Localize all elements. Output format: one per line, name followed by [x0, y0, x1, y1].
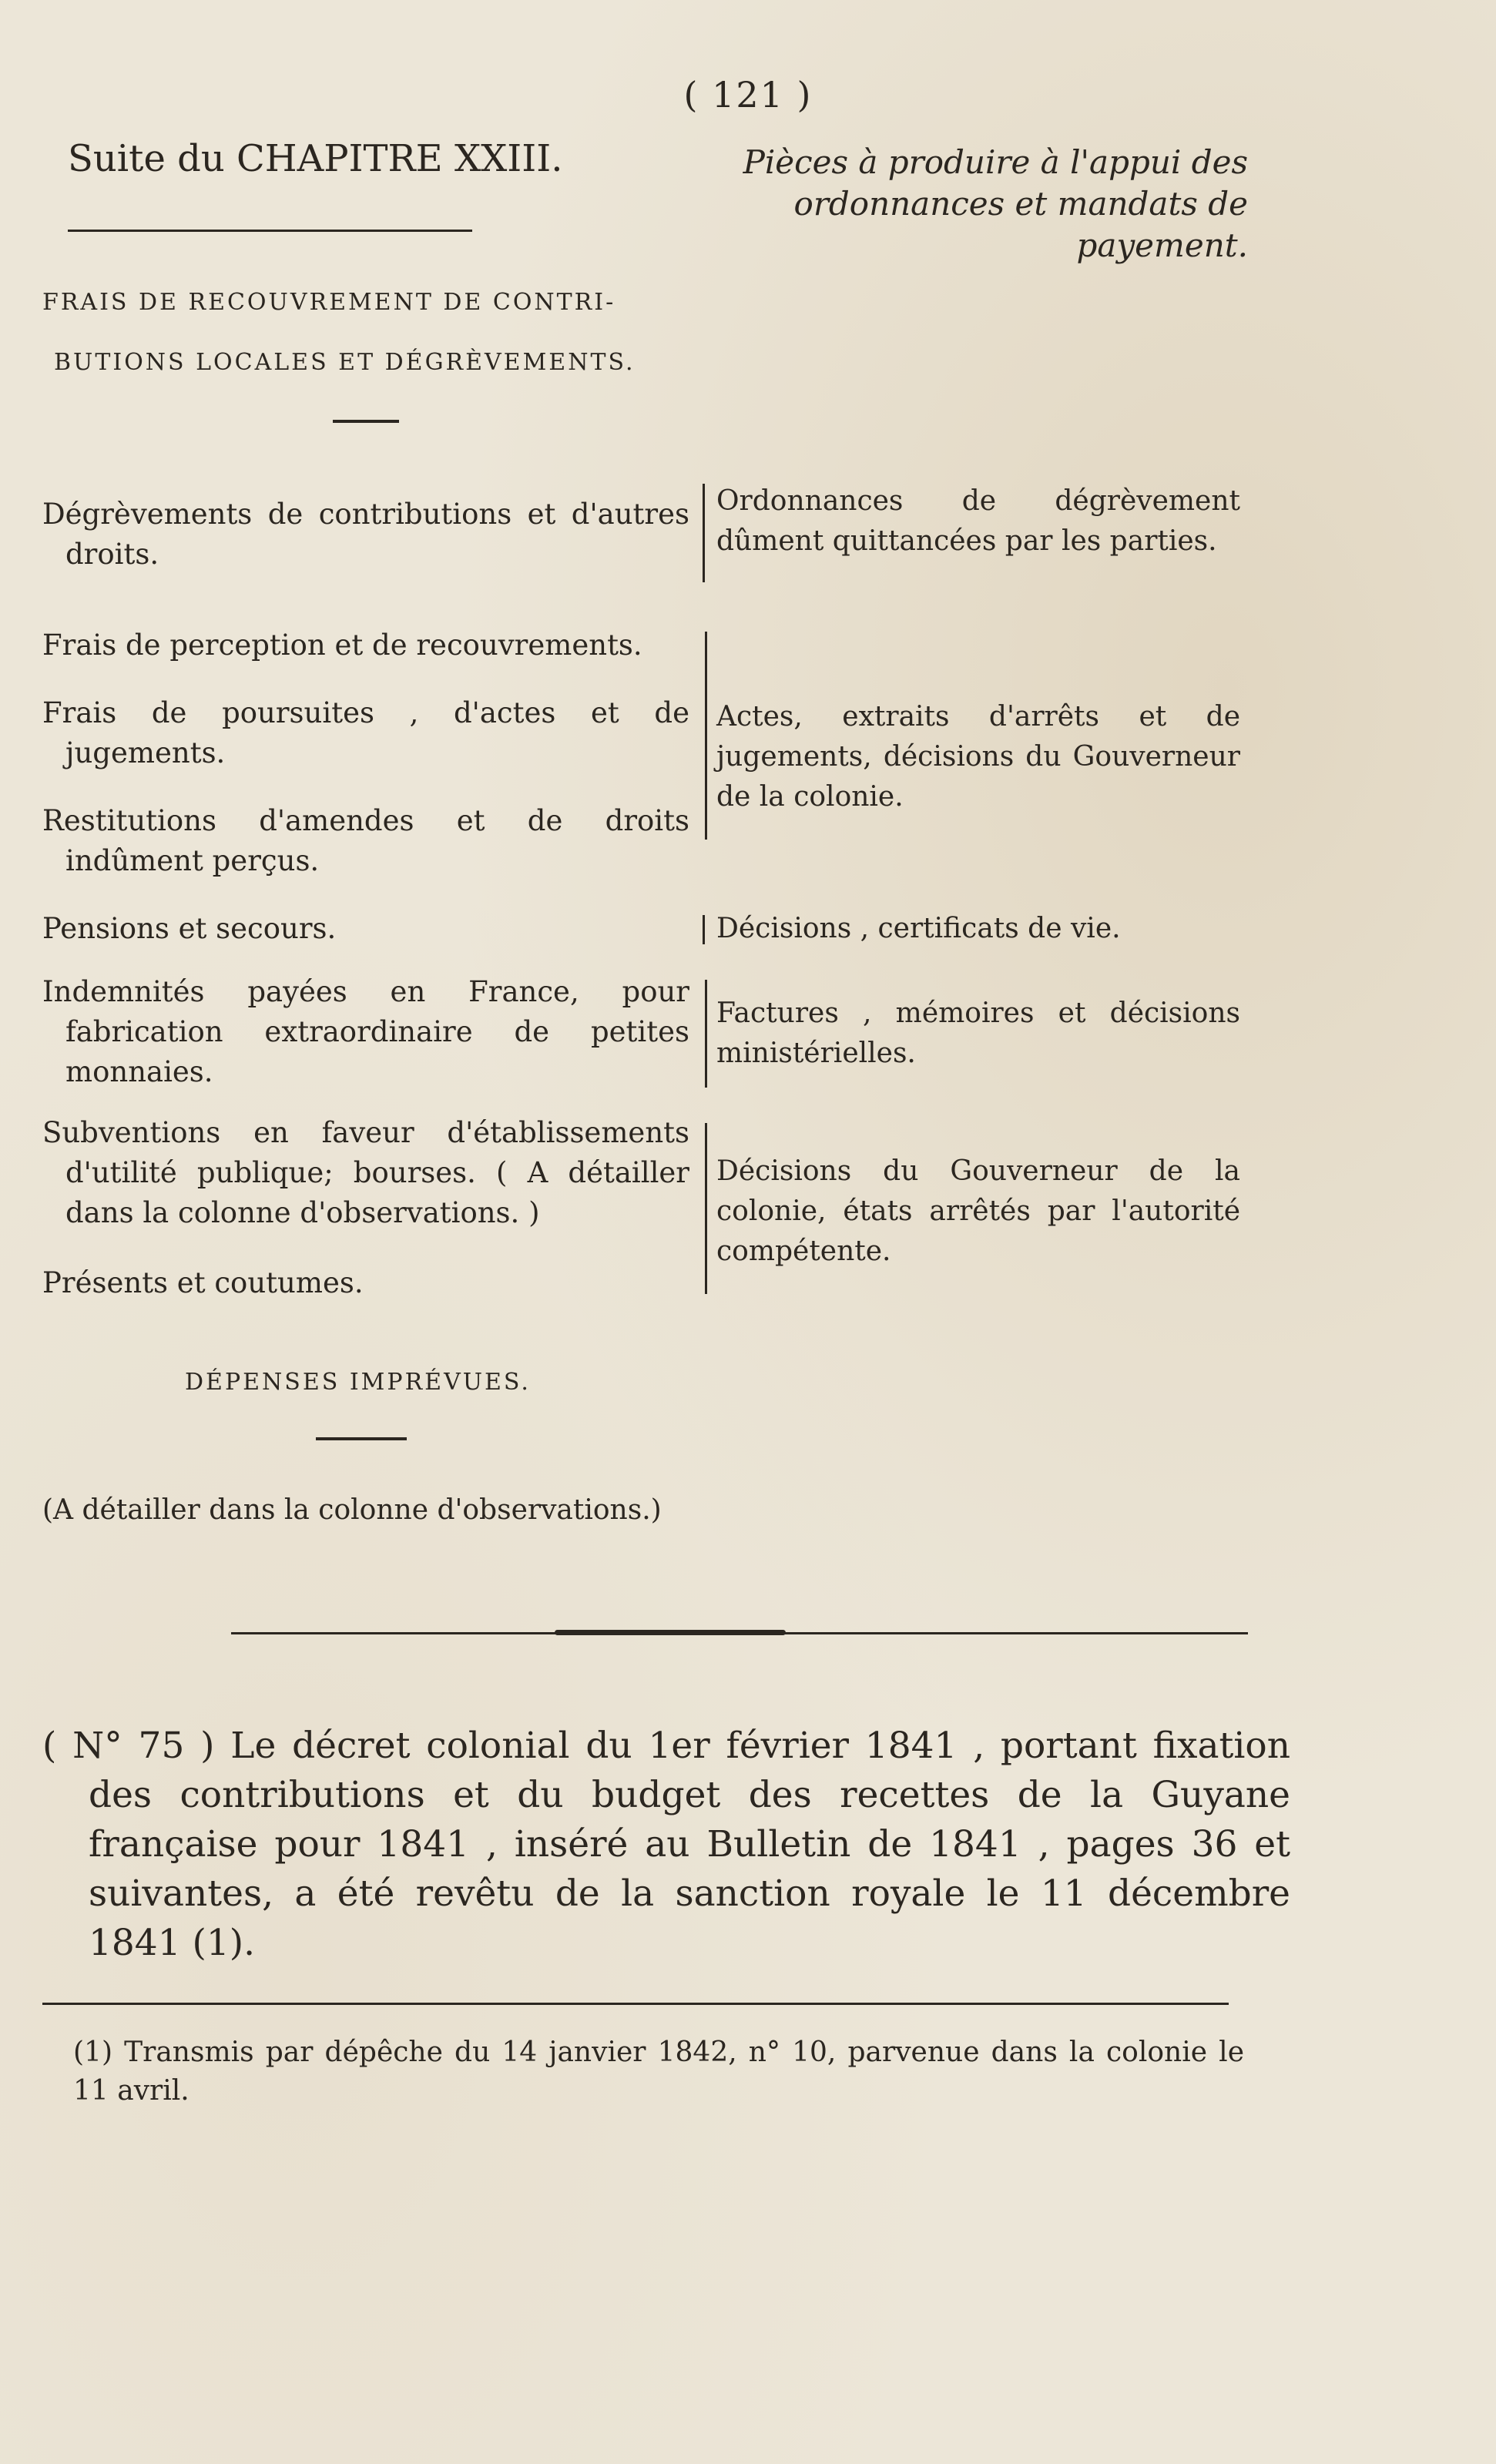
row-pieces: Ordonnances de dégrèvement dûment quittancées par les parties. [716, 485, 1240, 557]
row-label: Pensions et secours. [42, 912, 337, 945]
chapter-underline [68, 230, 472, 232]
divider-thick-center [555, 1630, 786, 1635]
pieces-heading: Pièces à produire à l'appui des ordonnances et mandats de payement. [743, 143, 1248, 264]
section-divider [333, 420, 399, 423]
row-label: Frais de poursuites , d'actes et de jugements. [42, 696, 689, 769]
unforeseen-note: (A détailler dans la colonne d'observations.) [42, 1494, 662, 1526]
row-label: Restitutions d'amendes et de droits indûment perçus. [42, 804, 689, 877]
section-divider [316, 1437, 407, 1440]
footnote: (1) Transmis par dépêche du 14 janvier 1842, n° 10, parvenue dans la colonie le 11 avril. [73, 2037, 1244, 2107]
row-label: Frais de perception et de recouvrements. [42, 629, 642, 662]
table-row [42, 972, 689, 1092]
row-pieces: Factures , mémoires et décisions ministérielles. [716, 997, 1240, 1069]
table-row [42, 693, 689, 773]
row-label: Présents et coutumes. [42, 1266, 364, 1299]
brace-mark [705, 980, 707, 1088]
brace-mark [705, 632, 707, 840]
table-row [42, 494, 689, 575]
brace-mark [705, 1123, 707, 1294]
row-label: Indemnités payées en France, pour fabrication extraordinaire de petites monnaies. [42, 975, 689, 1088]
row-label: Subventions en faveur d'établissements d'utilité publique; bourses. ( A détailler dans la colonne d'observations. ) [42, 1116, 689, 1229]
decret-text: Le décret colonial du 1er février 1841 , portant fixation des contributions et du budget des recettes de la Guyane française pour 1841 , inséré au Bulletin de 1841 , pages 36 et suivantes, a été revêtu de la sanction royale le 11 décembre 1841 (1). [89, 1725, 1290, 1964]
brace-mark [703, 484, 705, 582]
table-row [42, 1263, 689, 1303]
row-label: Dégrèvements de contributions et d'autres droits. [42, 498, 689, 571]
table-row [42, 909, 689, 949]
row-pieces: Actes, extraits d'arrêts et de jugements, décisions du Gouverneur de la colonie. [716, 701, 1240, 813]
decret-paragraph [42, 1721, 1290, 1968]
section-title-line1: FRAIS DE RECOUVREMENT DE CONTRI- [42, 289, 616, 316]
row-pieces: Décisions , certificats de vie. [716, 913, 1121, 944]
section-title-line2: BUTIONS LOCALES ET DÉGRÈVEMENTS. [54, 349, 636, 376]
section-title-unforeseen: DÉPENSES IMPRÉVUES. [185, 1369, 531, 1396]
row-pieces: Décisions du Gouverneur de la colonie, états arrêtés par l'autorité compétente. [716, 1155, 1240, 1267]
table-row [42, 801, 689, 881]
decret-number: ( N° 75 ) [42, 1725, 215, 1767]
brace-mark [703, 915, 705, 944]
footnote-divider [42, 2003, 1229, 2005]
page-number: ( 121 ) [683, 74, 813, 116]
chapter-heading: Suite du CHAPITRE XXIII. [68, 137, 563, 180]
table-row [42, 625, 689, 665]
table-row [42, 1113, 689, 1233]
